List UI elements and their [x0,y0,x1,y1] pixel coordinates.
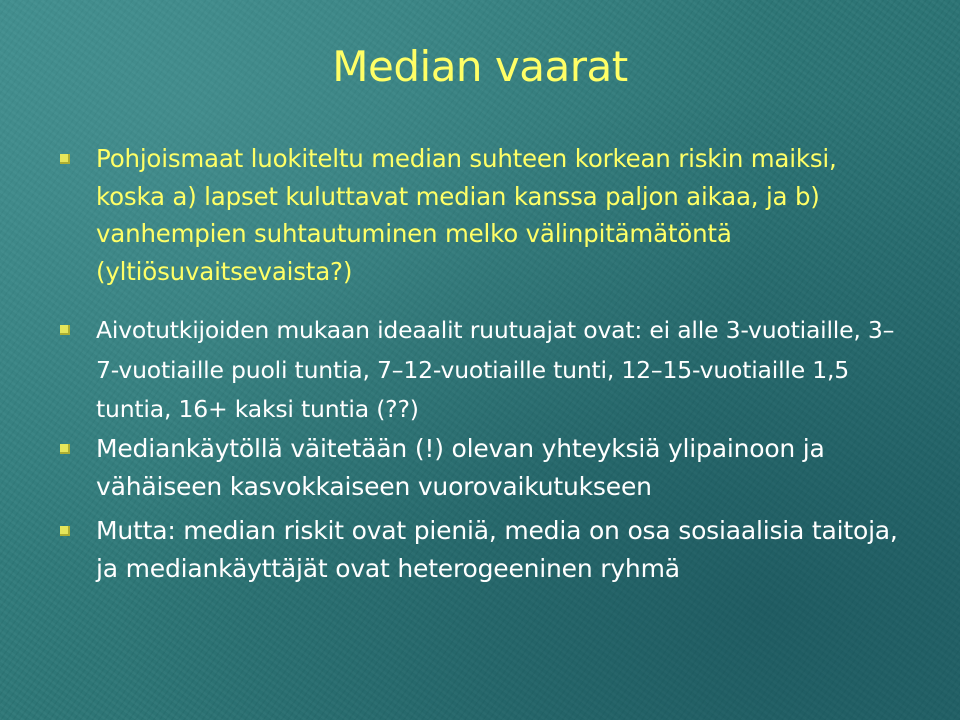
bullet-list [60,140,910,594]
bullet-text: Aivotutkijoiden mukaan ideaalit ruutuajat ovat: ei alle 3-vuotiaille, 3–7-vuotiaille puoli tuntia, 7–12-vuotiaille tunti, 12–15-vuotiaille 1,5 tuntia, 16+ kaksi tuntia (??) [96,316,895,423]
square-bullet-icon [60,444,70,454]
square-bullet-icon [60,526,70,536]
slide-title: Median vaarat [332,42,628,91]
bullet-item-screen-times [60,311,910,430]
bullet-text: Pohjoismaat luokiteltu median suhteen korkean riskin maiksi, koska a) lapset kuluttavat median kanssa paljon aikaa, ja b) vanhempien suhtautuminen melko välinpitämätöntä (yltiösuvaitsevaista?) [96,144,837,286]
bullet-item-risk-countries [60,140,910,290]
square-bullet-icon [60,325,70,335]
bullet-text: Mutta: median riskit ovat pieniä, media on osa sosiaalisia taitoja, ja mediankäyttäjät ovat heterogeeninen ryhmä [96,515,898,583]
square-bullet-icon [60,154,70,164]
bullet-text: Mediankäytöllä väitetään (!) olevan yhteyksiä ylipainoon ja vähäiseen kasvokkaiseen vuorovaikutukseen [96,433,825,501]
bullet-item-small-risks [60,512,910,589]
bullet-item-media-effects [60,430,910,507]
